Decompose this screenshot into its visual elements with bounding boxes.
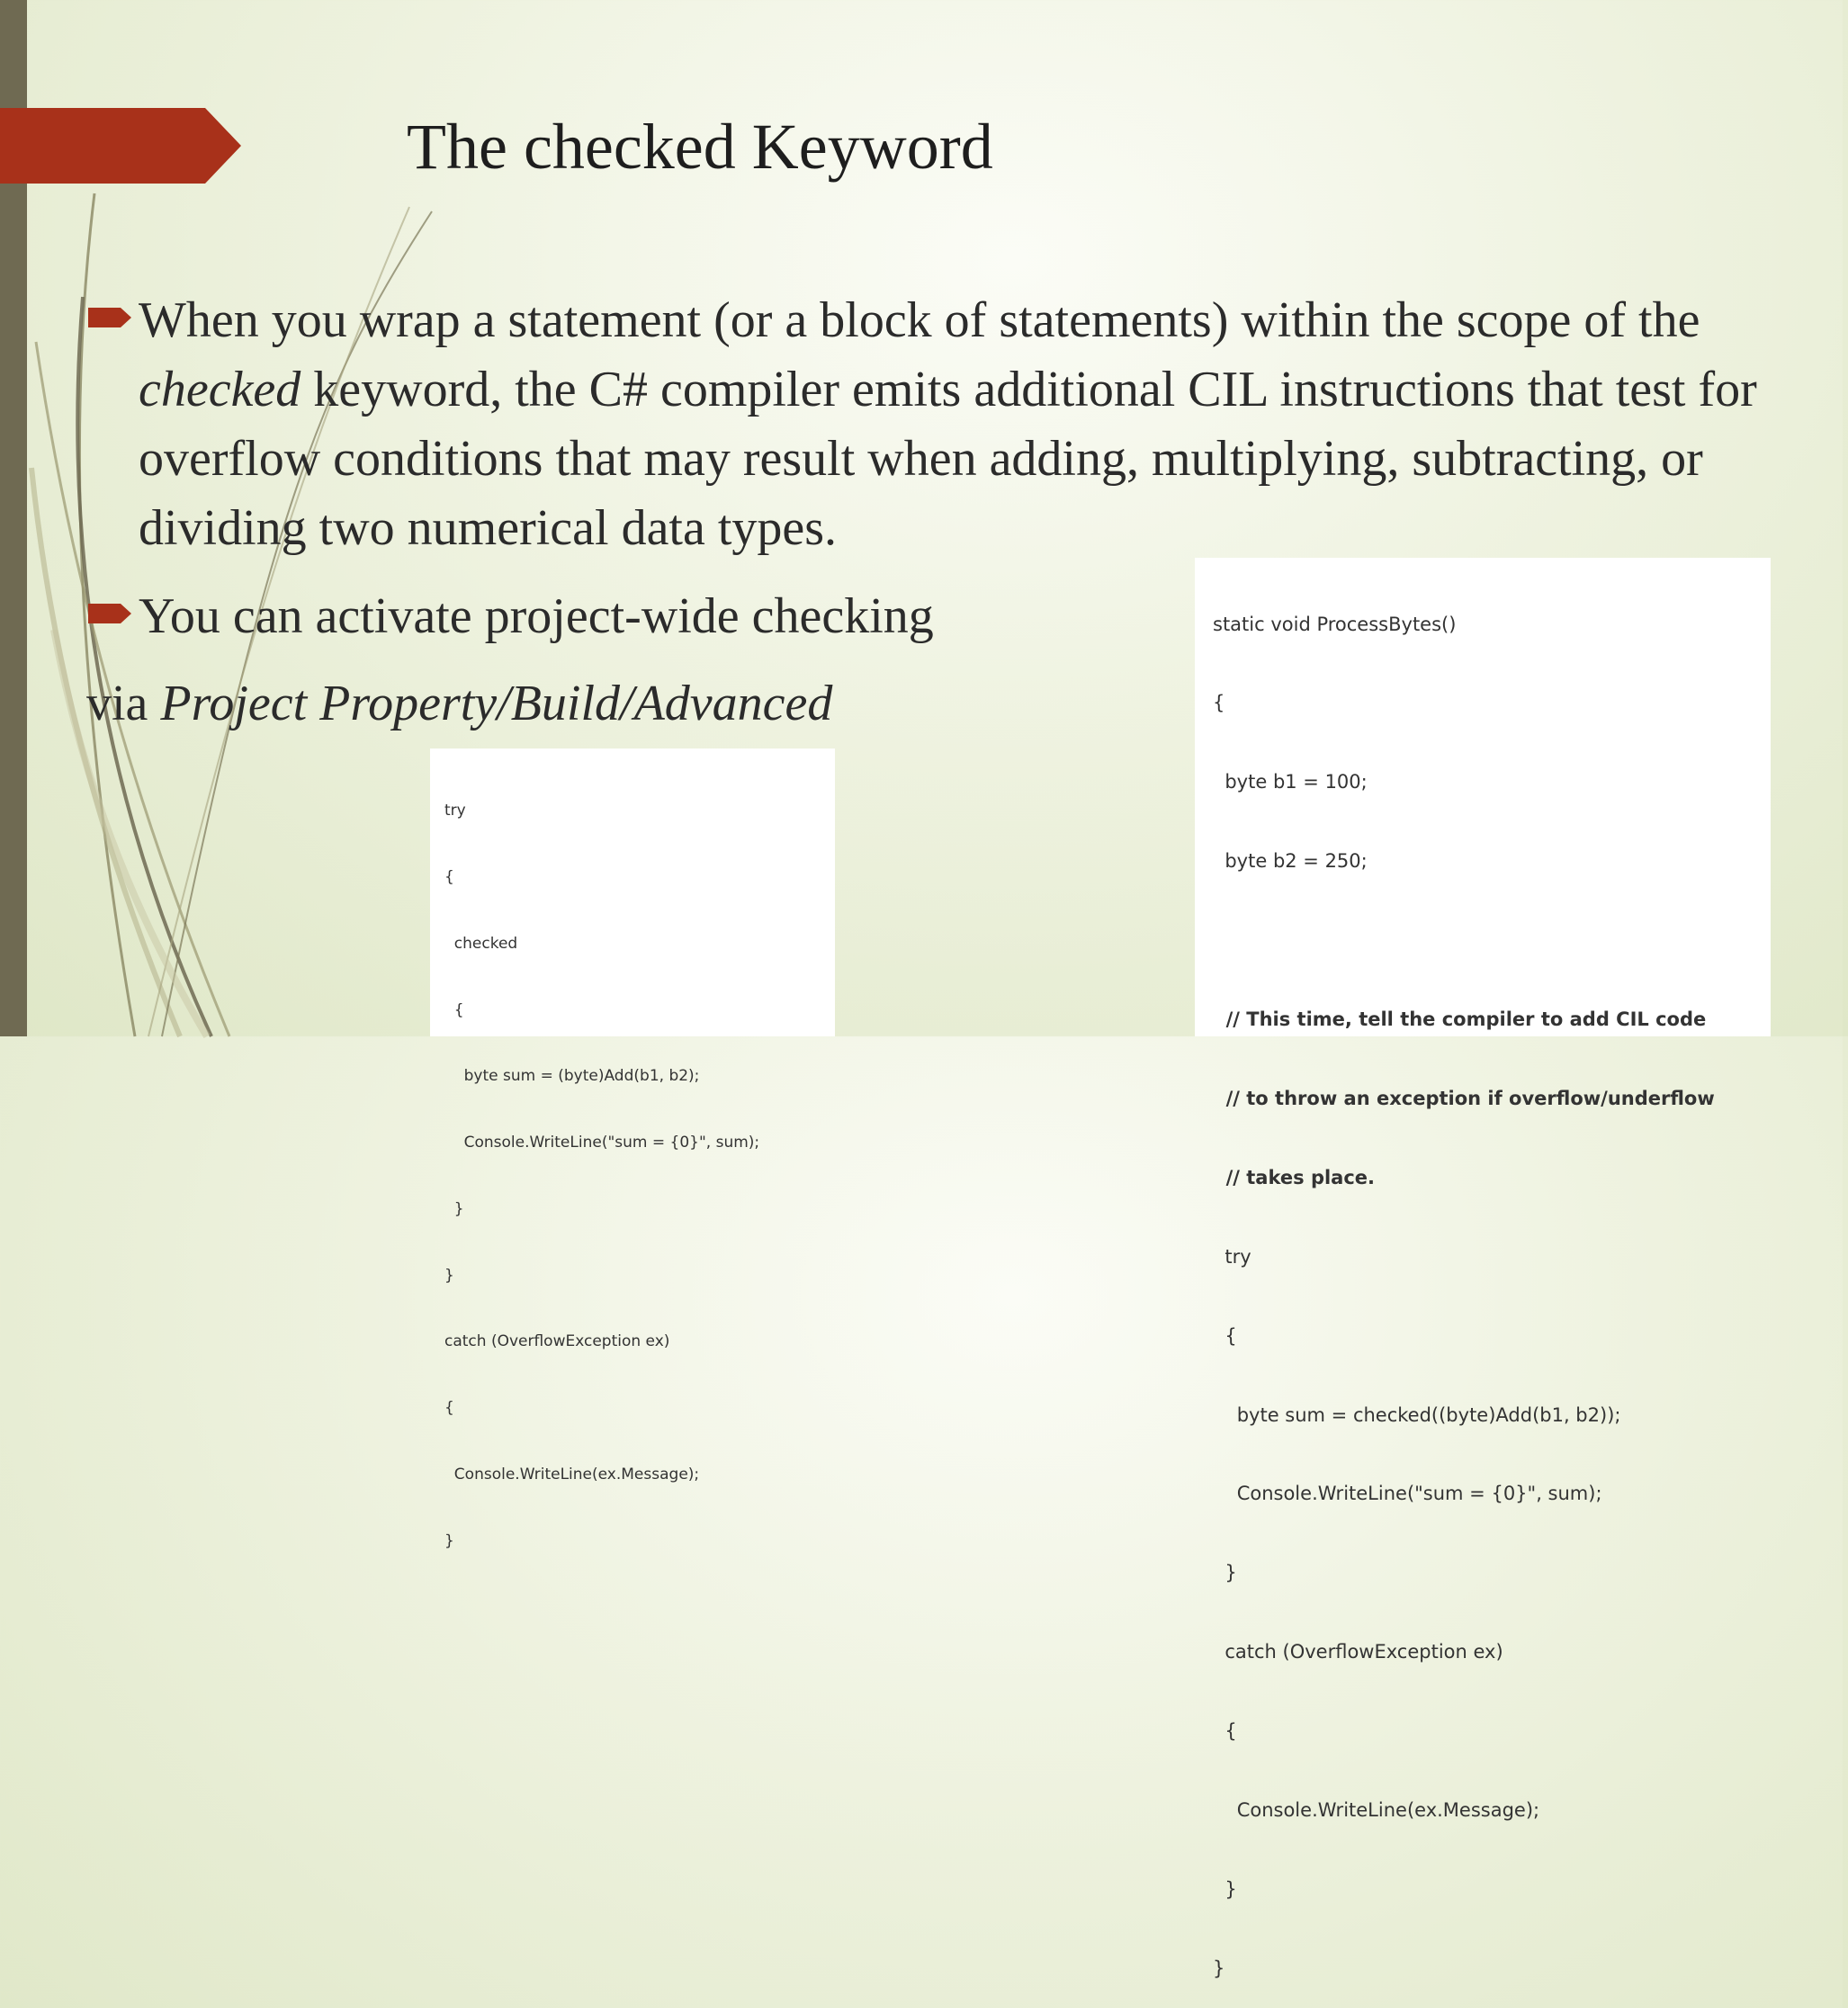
code-line: { [444, 1399, 454, 1418]
code-line: { [444, 1000, 464, 1019]
code-line: byte b1 = 100; [1213, 771, 1368, 793]
code-comment-line: // to throw an exception if overflow/underflow [1213, 1087, 1715, 1109]
code-line: static void ProcessBytes() [1213, 613, 1457, 635]
code-line: catch (OverflowException ex) [1213, 1641, 1503, 1663]
code-line: try [1213, 1245, 1251, 1268]
code-line: } [1213, 1878, 1237, 1900]
code-line: byte sum = (byte)Add(b1, b2); [444, 1067, 700, 1086]
code-comment-line: // takes place. [1213, 1166, 1376, 1188]
code-line: } [444, 1266, 454, 1285]
code-line: catch (OverflowException ex) [444, 1332, 670, 1351]
bullet-text-1: When you wrap a statement (or a block of statements) within the scope of the checked keyword, the C# compiler emits additional CIL instructions that test for overflow conditions that may result when adding, multiplying, subtracting, or dividing two numerical data types. [139, 292, 1757, 556]
code-line: { [444, 867, 454, 886]
code-line: { [1213, 1324, 1237, 1347]
code-line: } [1213, 1957, 1225, 1979]
title-arrow-shape [0, 108, 241, 184]
code-line [1213, 928, 1771, 954]
code-line: Console.WriteLine("sum = {0}", sum); [444, 1134, 760, 1152]
code-comment-line: // This time, tell the compiler to add CIL code [1213, 1008, 1707, 1031]
slide-title: The checked Keyword [407, 111, 993, 183]
code-snippet-left [430, 749, 835, 1550]
code-line: { [1213, 1720, 1237, 1743]
code-line: byte b2 = 250; [1213, 850, 1368, 873]
arrow-bullet-icon [88, 306, 133, 329]
arrow-bullet-icon [88, 602, 133, 625]
code-line: byte sum = checked((byte)Add(b1, b2)); [1213, 1403, 1621, 1426]
bullet-text-2: You can activate project-wide checking [139, 588, 934, 644]
code-line: } [1213, 1562, 1237, 1584]
code-snippet-right [1195, 558, 1771, 1979]
via-line: via Project Property/Build/Advanced [86, 676, 833, 731]
code-line: } [444, 1531, 454, 1550]
code-line: Console.WriteLine(ex.Message); [444, 1466, 700, 1484]
code-line: } [444, 1199, 464, 1218]
code-line: checked [444, 934, 518, 953]
code-line: { [1213, 692, 1225, 714]
code-line: try [444, 802, 466, 820]
code-line: Console.WriteLine("sum = {0}", sum); [1213, 1483, 1602, 1505]
code-line: Console.WriteLine(ex.Message); [1213, 1798, 1540, 1821]
